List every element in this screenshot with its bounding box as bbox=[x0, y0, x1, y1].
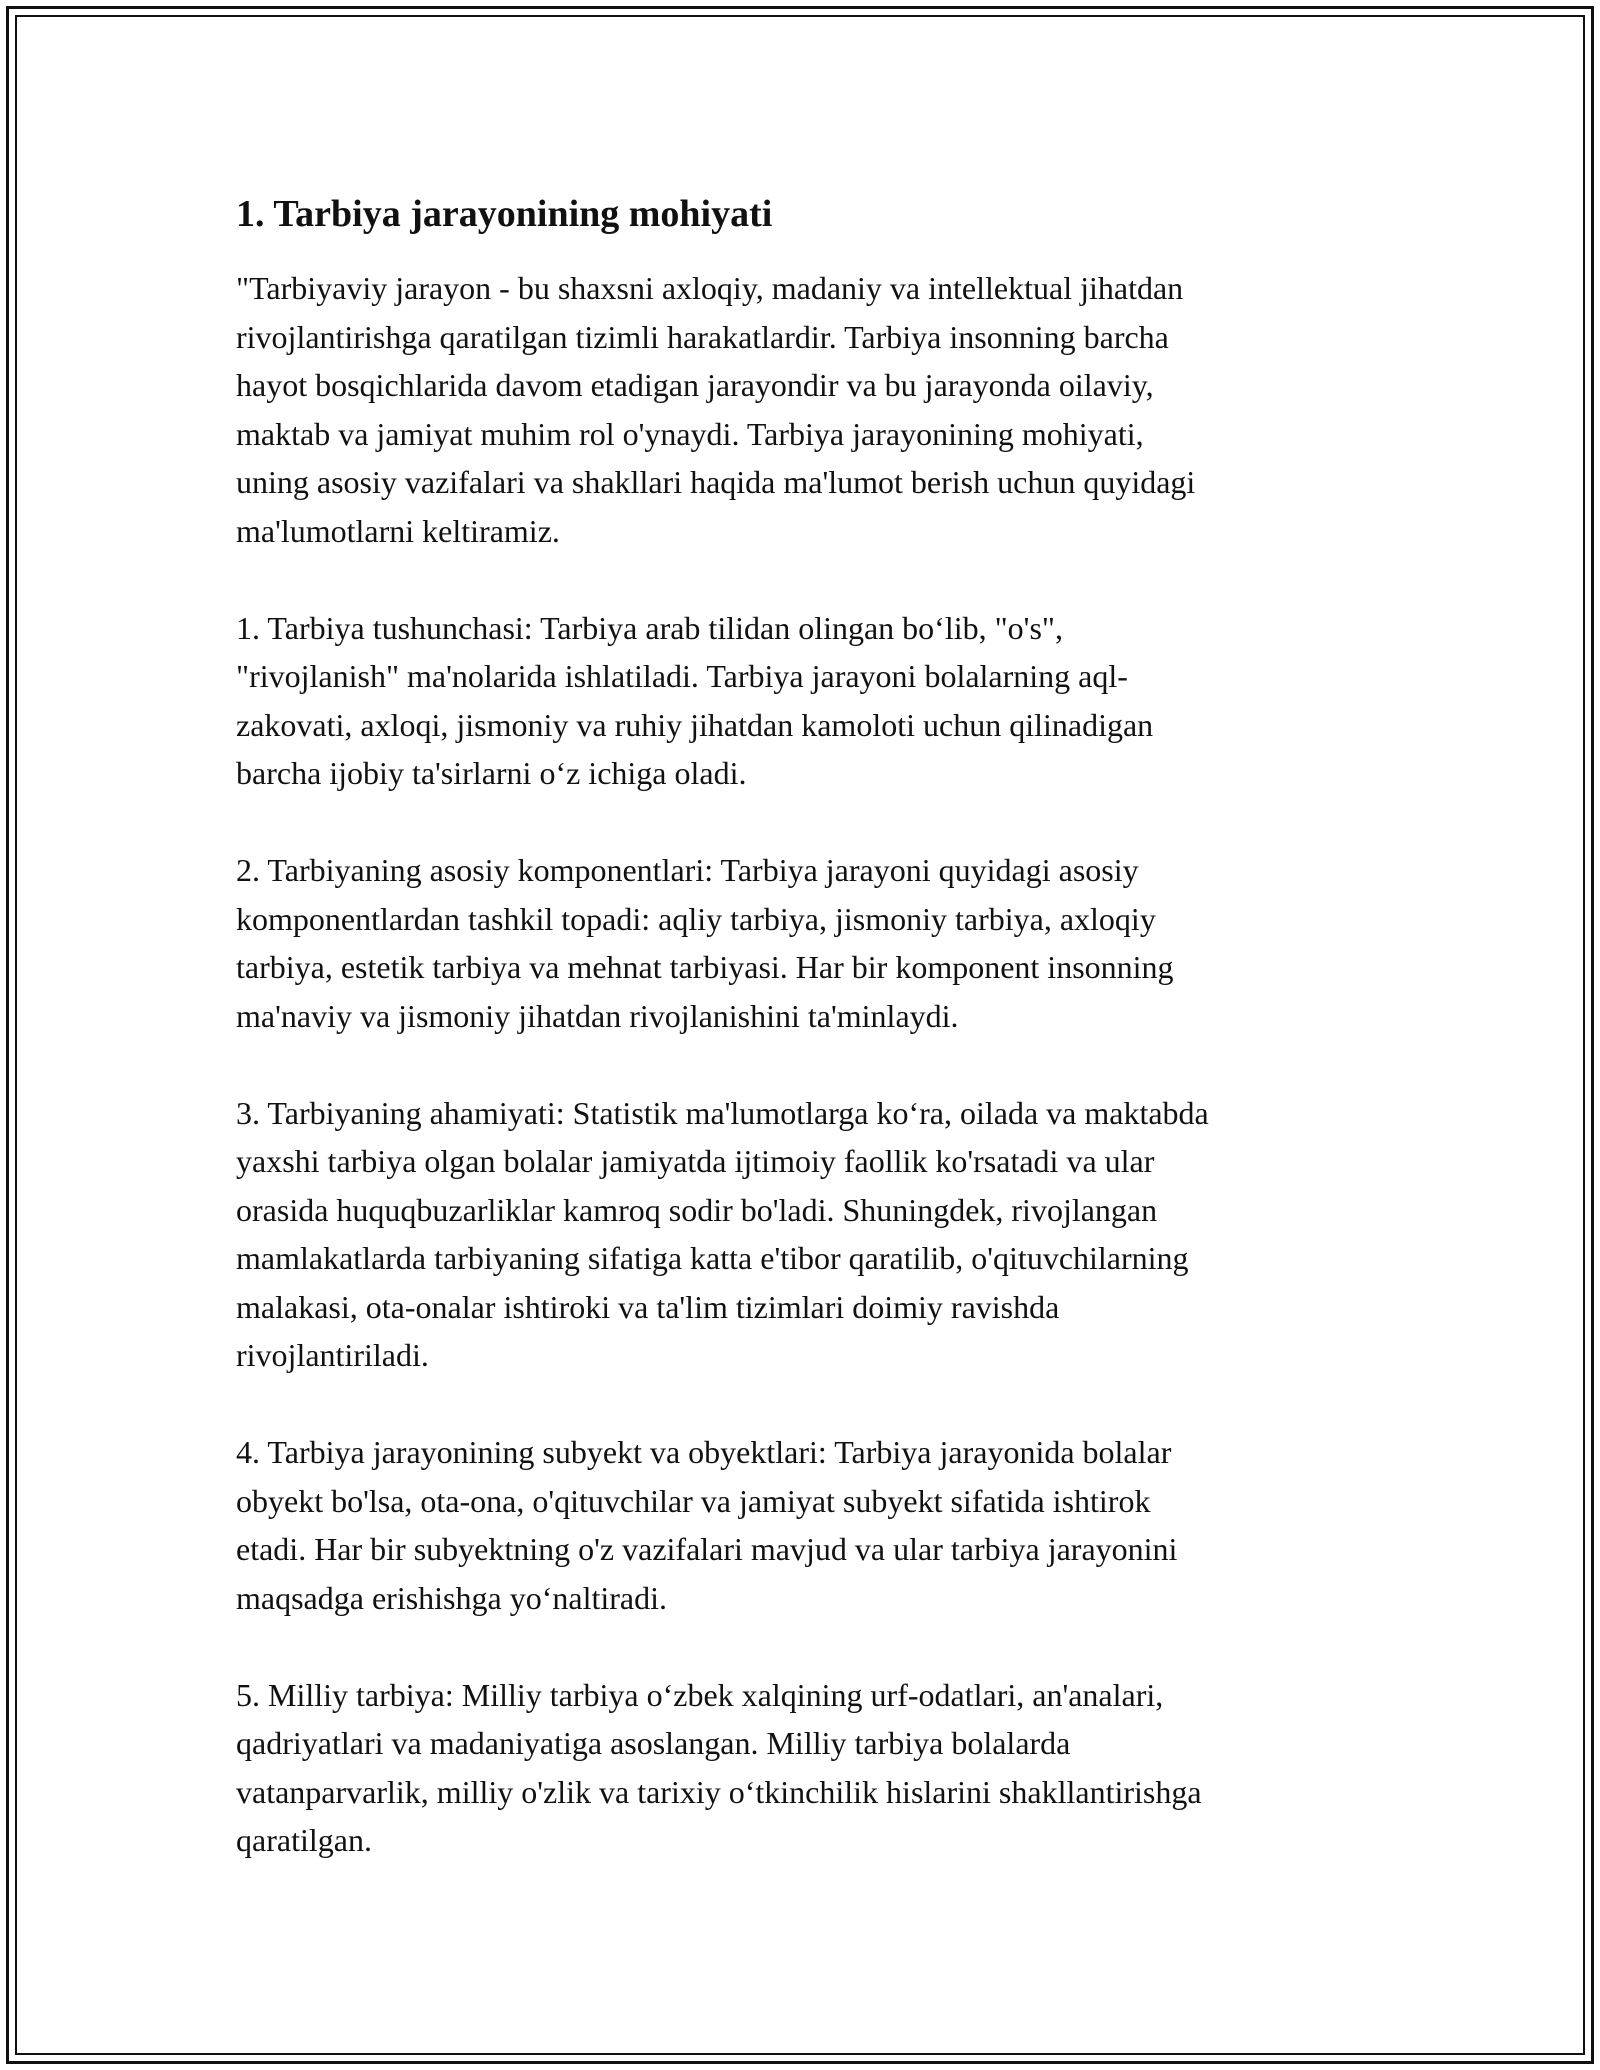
document-body bbox=[236, 186, 1386, 1865]
paragraph-ahamiyati: 3. Tarbiyaning ahamiyati: Statistik ma'lumotlarga ko‘ra, oilada va maktabda yaxshi tarbiya olgan bolalar jamiyatda ijtimoiy faollik ko'rsatadi va ular orasida huquqbuzarliklar kamroq sodir bo'ladi. Shuningdek, rivojlangan mamlakatlarda tarbiyaning sifatiga katta e'tibor qaratilib, o'qituvchilarning malakasi, ota-onalar ishtiroki va ta'lim tizimlari doimiy ravishda rivojlantiriladi. bbox=[236, 1094, 1209, 1373]
document-title: 1. Tarbiya jarayonining mohiyati bbox=[236, 193, 773, 235]
paragraph-asosiy-komponentlar: 2. Tarbiyaning asosiy komponentlari: Tarbiya jarayoni quyidagi asosiy komponentlardan tashkil topadi: aqliy tarbiya, jismoniy tarbiya, axloqiy tarbiya, estetik tarbiya va mehnat tarbiyasi. Har bir komponent insonning ma'naviy va jismoniy jihatdan rivojlanishini ta'minlaydi. bbox=[236, 852, 1174, 1034]
paragraph-subyekt-obyekt: 4. Tarbiya jarayonining subyekt va obyektlari: Tarbiya jarayonida bolalar obyekt bo'lsa, ota-ona, o'qituvchilar va jamiyat subyekt sifatida ishtirok etadi. Har bir subyektning o'z vazifalari mavjud va ular tarbiya jarayonini maqsadga erishishga yo‘naltiradi. bbox=[236, 1434, 1178, 1616]
paragraph-tarbiya-tushunchasi: 1. Tarbiya tushunchasi: Tarbiya arab tilidan olingan bo‘lib, "o's", "rivojlanish" ma'nolarida ishlatiladi. Tarbiya jarayoni bolalarning aql- zakovati, axloqi, jismoniy va ruhiy jihatdan kamoloti uchun qilinadigan barcha ijobiy ta'sirlarni o‘z ichiga oladi. bbox=[236, 609, 1154, 791]
paragraph-milliy-tarbiya: 5. Milliy tarbiya: Milliy tarbiya o‘zbek xalqining urf-odatlari, an'analari, qadriyatlari va madaniyatiga asoslangan. Milliy tarbiya bolalarda vatanparvarlik, milliy o'zlik va tarixiy o‘tkinchilik hislarini shakllantirishga qaratilgan. bbox=[236, 1676, 1202, 1858]
paragraph-intro: "Tarbiyaviy jarayon - bu shaxsni axloqiy, madaniy va intellektual jihatdan rivojlantirishga qaratilgan tizimli harakatlardir. Tarbiya insonning barcha hayot bosqichlarida davom etadigan jarayondir va bu jarayonda oilaviy, maktab va jamiyat muhim rol o'ynaydi. Tarbiya jarayonining mohiyati, uning asosiy vazifalari va shakllari haqida ma'lumot berish uchun quyidagi ma'lumotlarni keltiramiz. bbox=[236, 270, 1196, 549]
